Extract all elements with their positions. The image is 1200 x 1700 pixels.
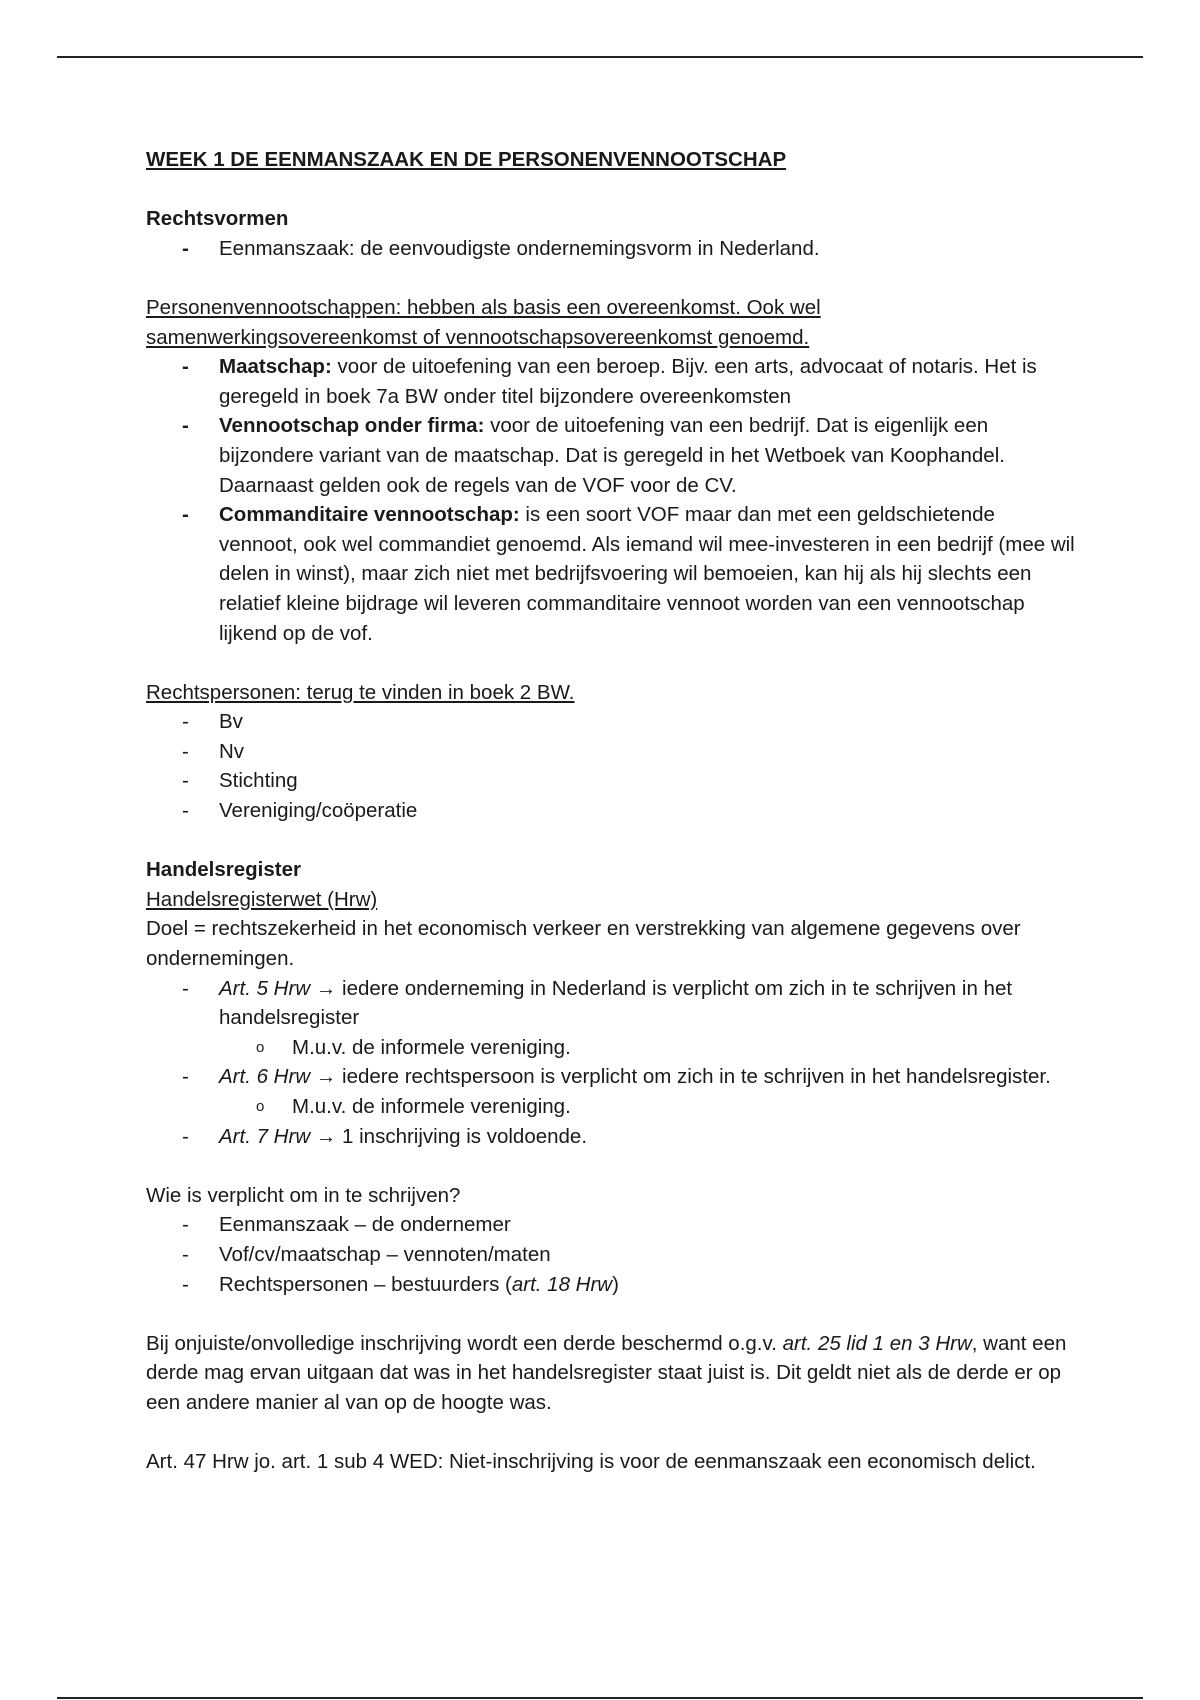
article-ref: Art. 6 Hrw bbox=[219, 1065, 311, 1089]
definition: voor de uitoefening van een beroep. Bijv. een arts, advocaat of notaris. Het is geregeld in boek 7a BW onder titel bijzondere overeenkomsten bbox=[219, 355, 1037, 408]
article-ref: Art. 5 Hrw bbox=[219, 976, 311, 1000]
list-item-vof bbox=[146, 411, 1076, 500]
personenvennootschappen-intro: Personenvennootschappen: hebben als basis een overeenkomst. Ook wel samenwerkingsovereenkomst of vennootschapsovereenkomst genoemd. bbox=[146, 295, 821, 349]
term: Maatschap: bbox=[219, 355, 332, 379]
item-text: Rechtspersonen – bestuurders ( bbox=[219, 1272, 512, 1296]
articles-list bbox=[146, 1122, 1076, 1152]
article-5-sublist bbox=[146, 1033, 1076, 1063]
article-item bbox=[146, 1062, 1076, 1092]
paragraph-text: Bij onjuiste/onvolledige inschrijving wordt een derde beschermd o.g.v. bbox=[146, 1331, 783, 1355]
item-text-end: ) bbox=[612, 1272, 619, 1296]
list-item-cv bbox=[146, 500, 1076, 648]
delict-paragraph: Art. 47 Hrw jo. art. 1 sub 4 WED: Niet-inschrijving is voor de eenmanszaak een economisch delict. bbox=[146, 1450, 1036, 1474]
list-item: - Vereniging/coöperatie bbox=[146, 796, 1076, 826]
arrow-icon: → bbox=[310, 1065, 343, 1089]
article-ref: art. 25 lid 1 en 3 Hrw bbox=[782, 1331, 972, 1355]
term: Vennootschap onder firma: bbox=[219, 414, 485, 438]
arrow-icon: → bbox=[310, 1124, 343, 1148]
list-item: - Stichting bbox=[146, 766, 1076, 796]
article-item bbox=[146, 1122, 1076, 1152]
article-6-sublist bbox=[146, 1092, 1076, 1122]
article-ref: art. 18 Hrw bbox=[511, 1272, 613, 1296]
articles-list bbox=[146, 974, 1076, 1033]
sub-item bbox=[146, 1033, 1076, 1063]
paragraph-text-end: , want een derde mag ervan uitgaan dat was in het handelsregister staat juist is. Dit geldt niet als de derde er op een andere manier al van op de hoogte was. bbox=[146, 1331, 1067, 1414]
list-item: - Eenmanszaak – de ondernemer bbox=[146, 1210, 1076, 1240]
document-body bbox=[146, 145, 1076, 1477]
article-text: 1 inschrijving is voldoende. bbox=[342, 1124, 588, 1148]
rechtspersonen-list bbox=[146, 707, 1076, 825]
article-text: iedere onderneming in Nederland is verplicht om zich in te schrijven in het handelsregister bbox=[219, 976, 1013, 1030]
arrow-icon: → bbox=[310, 976, 343, 1000]
verplicht-list bbox=[146, 1210, 1076, 1299]
article-ref: Art. 7 Hrw bbox=[219, 1124, 311, 1148]
page-title: WEEK 1 DE EENMANSZAAK EN DE PERSONENVENNOOTSCHAP bbox=[146, 148, 787, 171]
bescherming-paragraph bbox=[146, 1329, 1076, 1418]
sub-item bbox=[146, 1092, 1076, 1122]
list-item: - Nv bbox=[146, 737, 1076, 767]
handelsregister-heading: Handelsregister bbox=[146, 858, 301, 882]
articles-list bbox=[146, 1062, 1076, 1092]
term: Commanditaire vennootschap: bbox=[219, 503, 520, 527]
list-item: - Eenmanszaak: de eenvoudigste ondernemingsvorm in Nederland. bbox=[146, 234, 1076, 264]
rechtsvormen-heading: Rechtsvormen bbox=[146, 207, 289, 231]
definition: voor de uitoefening van een bedrijf. Dat is eigenlijk een bijzondere variant van de maatschap. Dat is geregeld in het Wetboek van Koophandel. Daarnaast gelden ook de regels van de VOF voor de CV. bbox=[219, 414, 1005, 497]
verplicht-question: Wie is verplicht om in te schrijven? bbox=[146, 1183, 461, 1207]
personenvennootschappen-list bbox=[146, 352, 1076, 648]
list-item bbox=[146, 1270, 1076, 1300]
definition: is een soort VOF maar dan met een geldschietende vennoot, ook wel commandiet genoemd. Als iemand wil mee-investeren in een bedrijf (mee wil delen in winst), maar zich niet met bedrijfsvoering wil bemoeien, kan hij als hij slechts een relatief kleine bijdrage wil leveren commanditaire vennoot worden van een vennootschap lijkend op de vof. bbox=[219, 503, 1075, 645]
handelsregisterwet-subheading: Handelsregisterwet (Hrw) bbox=[146, 887, 378, 911]
list-item: - Bv bbox=[146, 707, 1076, 737]
rechtsvormen-list bbox=[146, 234, 1076, 264]
header-rule bbox=[57, 56, 1143, 58]
sub-item-text: o M.u.v. de informele vereniging. bbox=[292, 1035, 571, 1059]
sub-item-text: o M.u.v. de informele vereniging. bbox=[292, 1095, 571, 1118]
article-text: iedere rechtspersoon is verplicht om zich in te schrijven in het handelsregister. bbox=[342, 1065, 1051, 1089]
rechtspersonen-intro: Rechtspersonen: terug te vinden in boek 2 BW. bbox=[146, 680, 575, 704]
list-item-maatschap bbox=[146, 352, 1076, 411]
article-item bbox=[146, 974, 1076, 1033]
footer-rule bbox=[57, 1697, 1143, 1699]
list-item: - Vof/cv/maatschap – vennoten/maten bbox=[146, 1240, 1076, 1270]
doel-paragraph: Doel = rechtszekerheid in het economisch verkeer en verstrekking van algemene gegevens over ondernemingen. bbox=[146, 917, 1021, 971]
